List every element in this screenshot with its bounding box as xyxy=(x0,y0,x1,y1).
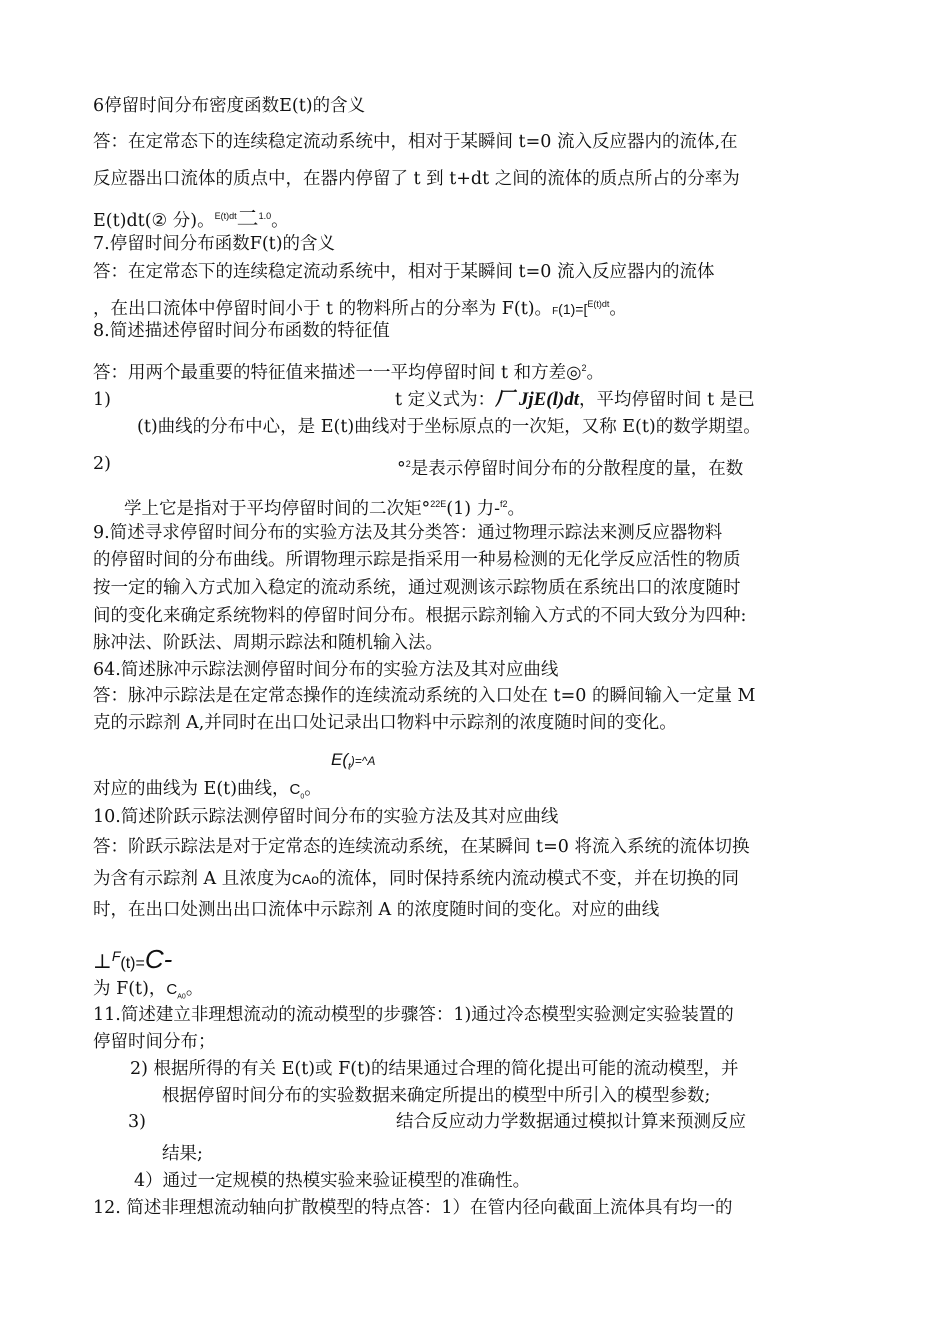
q6-answer-line-3 xyxy=(93,205,289,232)
q64-answer-c: C xyxy=(289,781,301,798)
q10-answer-c: C xyxy=(166,981,178,998)
q8-answer-line-1 xyxy=(93,357,604,384)
q6-answer-line-1: 答：在定常态下的连续稳定流动系统中，相对于某瞬间 t=0 流入反应器内的流体,在 xyxy=(93,132,738,152)
q64-formula-t: t xyxy=(348,761,351,773)
q8-item-1-formula: 厂 JjE(l)dt xyxy=(495,389,580,410)
q6-answer-text: E(t)dt(② 分)。 xyxy=(93,210,215,231)
q8-item-1-tail: ，平均停留时间 t 是已 xyxy=(579,390,755,410)
q8-item-2-cont-mid: (1) 力- xyxy=(446,498,501,519)
q11-step-3-text: 结合反应动力学数据通过模拟计算来预测反应 xyxy=(396,1112,746,1132)
q64-title: 64.简述脉冲示踪法测停留时间分布的实验方法及其对应曲线 xyxy=(93,660,559,680)
q10-formula xyxy=(93,940,172,980)
q8-answer-text: 答：用两个最重要的特征值来描述一一平均停留时间 t 和方差◎ xyxy=(93,362,582,383)
q10-answer-line-1: 答：阶跃示踪法是对于定常态的连续流动系统，在某瞬间 t=0 将流入系统的流体切换 xyxy=(93,837,750,857)
q9-line-2: 的停留时间的分布曲线。所谓物理示踪是指采用一种易检测的无化学反应活性的物质 xyxy=(93,550,741,570)
q11-step-3-continuation: 结果; xyxy=(162,1144,203,1164)
q6-formula-mid: 二 xyxy=(236,205,259,231)
q7-formula-sup: E(t)dt xyxy=(587,299,610,309)
q6-formula-sup: E(t)dt xyxy=(214,211,237,221)
q7-title: 7.停留时间分布函数F(t)的含义 xyxy=(93,234,336,254)
q8-item-2-symbol: ° xyxy=(397,458,406,479)
q64-formula xyxy=(331,749,375,778)
q64-formula-rest: )=^A xyxy=(350,754,376,768)
q7-formula-tail: 。 xyxy=(609,298,627,319)
q8-item-2-cont-sup: 22E xyxy=(430,499,447,509)
q10-answer-cao: CAo xyxy=(291,871,319,887)
q8-item-2-cont-sup2: f2 xyxy=(500,499,508,509)
q8-item-2-text: 是表示停留时间分布的分散程度的量，在数 xyxy=(410,458,744,479)
q8-answer-tail: 。 xyxy=(586,362,604,383)
q6-answer-line-2: 反应器出口流体的质点中，在器内停留了 t 到 t+dt 之间的流体的质点所占的分率为 xyxy=(93,169,740,189)
q11-line-2: 停留时间分布； xyxy=(93,1032,216,1052)
q8-item-2-cont-tail: 。 xyxy=(507,498,526,519)
q8-item-2-cont-text: 学上它是指对于平均停留时间的二次矩° xyxy=(124,498,431,519)
q10-answer-text-a: 为含有示踪剂 A 且浓度为 xyxy=(93,869,292,889)
q10-answer-sub: A0 xyxy=(177,993,186,1001)
q7-answer-text: ，在出口流体中停留时间小于 t 的物料所占的分率为 F(t)。 xyxy=(93,298,553,319)
q11-step-2-line-1: 2) 根据所得的有关 E(t)或 F(t)的结果通过合理的简化提出可能的流动模型，并 xyxy=(130,1059,739,1079)
q10-formula-c: C- xyxy=(144,943,173,974)
q11-step-3-number: 3) xyxy=(128,1112,146,1132)
q10-title: 10.简述阶跃示踪法测停留时间分布的实验方法及其对应曲线 xyxy=(93,807,559,827)
q11-step-2-line-2: 根据停留时间分布的实验数据来确定所提出的模型中所引入的模型参数; xyxy=(162,1086,711,1106)
q6-formula-tail: 。 xyxy=(271,210,289,231)
q10-formula-t: (t)= xyxy=(120,954,145,972)
q64-formula-e: E( xyxy=(331,750,348,769)
q64-answer-sub: 0 xyxy=(300,793,305,801)
q8-item-2-sup: 2 xyxy=(405,459,411,469)
q10-formula-perp: ⊥ xyxy=(93,948,112,973)
q64-answer-line-2: 克的示踪剂 A,并同时在出口处记录出口物料中示踪剂的浓度随时间的变化。 xyxy=(93,713,677,733)
q8-item-1-number: 1) xyxy=(93,390,111,410)
q8-item-1-text: t 定义式为： xyxy=(395,390,496,410)
q7-answer-line-2 xyxy=(93,293,627,323)
q8-item-2-line xyxy=(397,453,743,480)
q11-step-4: 4）通过一定规模的热模实验来验证模型的准确性。 xyxy=(134,1171,531,1191)
q8-item-1-line xyxy=(395,389,755,411)
q10-answer-line-2 xyxy=(93,868,739,890)
q9-line-3: 按一定的输入方式加入稳定的流动系统，通过观测该示踪物质在系统出口的浓度随时 xyxy=(93,578,741,598)
q12-line-1: 12. 简述非理想流动轴向扩散模型的特点答：1）在管内径向截面上流体具有均一的 xyxy=(93,1198,733,1218)
q8-item-2-number: 2) xyxy=(93,454,111,474)
q10-formula-f: F xyxy=(111,948,121,964)
q10-answer-text-4: 为 F(t)， xyxy=(93,979,167,999)
q10-answer-text-c: 的流体，同时保持系统内流动模式不变，并在切换的同 xyxy=(319,869,739,889)
q10-answer-line-3: 时，在出口处测出出口流体中示踪剂 A 的浓度随时间的变化。对应的曲线 xyxy=(93,900,660,920)
q9-line-1: 9.简述寻求停留时间分布的实验方法及其分类答：通过物理示踪法来测反应器物料 xyxy=(93,523,723,543)
q10-answer-tail: 。 xyxy=(185,979,204,999)
q7-answer-line-1: 答：在定常态下的连续稳定流动系统中，相对于某瞬间 t=0 流入反应器内的流体 xyxy=(93,262,715,282)
q8-answer-sup: 2 xyxy=(581,363,587,373)
q6-title: 6停留时间分布密度函数E(t)的含义 xyxy=(93,96,366,116)
q9-line-4: 间的变化来确定系统物料的停留时间分布。根据示踪剂输入方式的不同大致分为四种: xyxy=(93,606,747,626)
q11-line-1: 11.简述建立非理想流动的流动模型的步骤答：1)通过冷态模型实验测定实验装置的 xyxy=(93,1005,734,1025)
q8-item-2-continuation xyxy=(124,493,525,520)
q7-formula-body: (1)=[ xyxy=(558,300,588,317)
q64-answer-text: 对应的曲线为 E(t)曲线， xyxy=(93,779,290,799)
q64-answer-tail: 。 xyxy=(304,779,322,799)
q7-formula-f: F xyxy=(552,305,559,317)
q64-answer-line-3 xyxy=(93,778,322,809)
q64-answer-line-1: 答：脉冲示踪法是在定常态操作的连续流动系统的入口处在 t=0 的瞬间输入一定量 M xyxy=(93,686,756,706)
q8-title: 8.简述描述停留时间分布函数的特征值 xyxy=(93,321,390,341)
q6-formula-end: 1.0 xyxy=(258,211,272,221)
q8-item-1-continuation: (t)曲线的分布中心，是 E(t)曲线对于坐标原点的一次矩，又称 E(t)的数学期望。 xyxy=(137,417,761,437)
q9-line-5: 脉冲法、阶跃法、周期示踪法和随机输入法。 xyxy=(93,633,443,653)
